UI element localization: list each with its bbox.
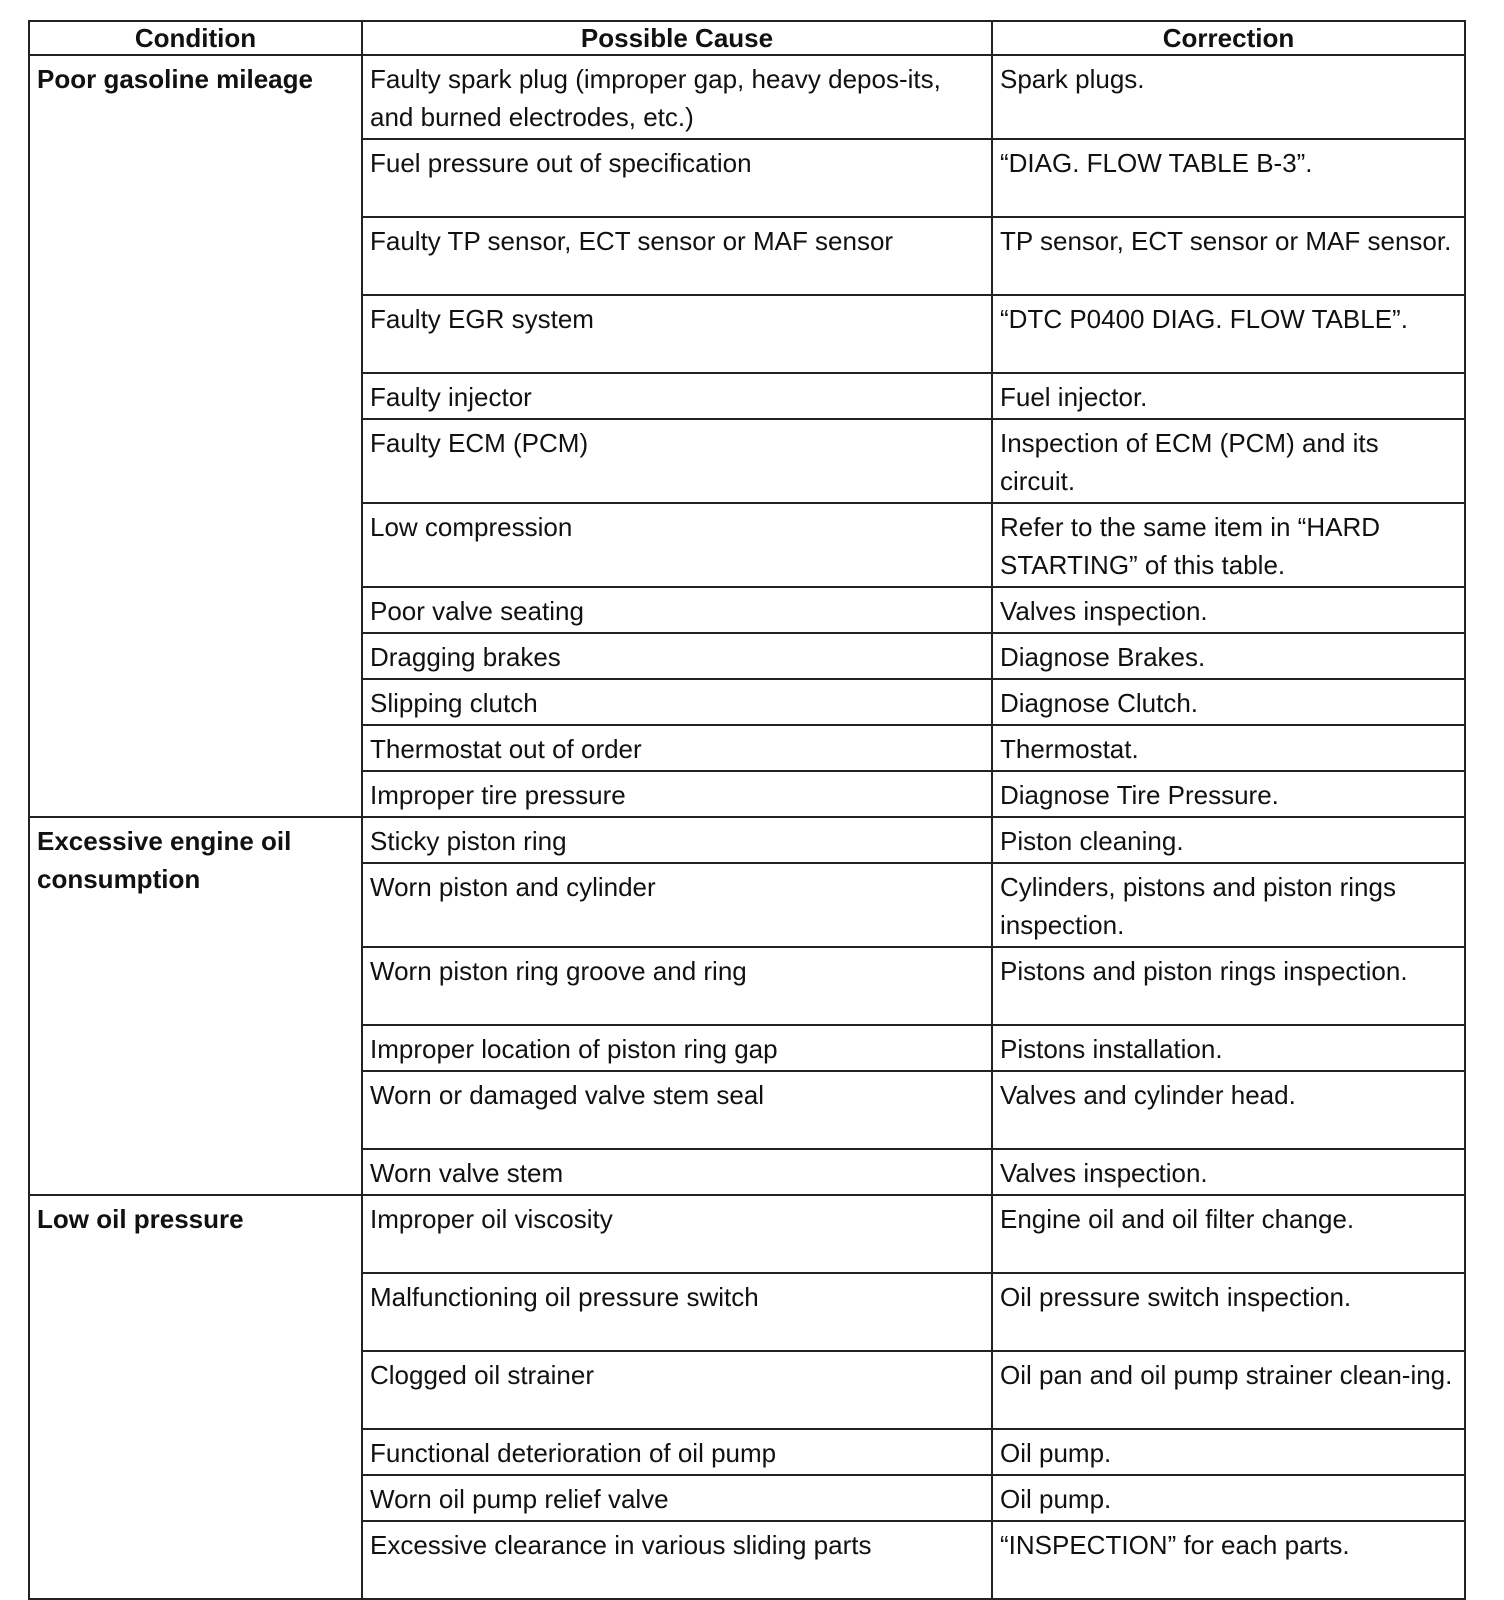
cause-cell: Worn oil pump relief valve xyxy=(362,1475,992,1521)
cause-cell: Improper oil viscosity xyxy=(362,1195,992,1273)
troubleshooting-table xyxy=(28,20,1466,1600)
correction-cell: Spark plugs. xyxy=(992,55,1465,139)
correction-cell: Fuel injector. xyxy=(992,373,1465,419)
correction-cell: “DTC P0400 DIAG. FLOW TABLE”. xyxy=(992,295,1465,373)
correction-cell: Oil pump. xyxy=(992,1475,1465,1521)
cause-cell: Worn or damaged valve stem seal xyxy=(362,1071,992,1149)
cause-cell: Worn piston and cylinder xyxy=(362,863,992,947)
correction-cell: “INSPECTION” for each parts. xyxy=(992,1521,1465,1599)
cause-cell: Worn valve stem xyxy=(362,1149,992,1195)
cause-cell: Poor valve seating xyxy=(362,587,992,633)
condition-cell: Poor gasoline mileage xyxy=(29,55,362,817)
cause-cell: Clogged oil strainer xyxy=(362,1351,992,1429)
correction-cell: Diagnose Clutch. xyxy=(992,679,1465,725)
cause-cell: Improper location of piston ring gap xyxy=(362,1025,992,1071)
cause-cell: Dragging brakes xyxy=(362,633,992,679)
correction-cell: TP sensor, ECT sensor or MAF sensor. xyxy=(992,217,1465,295)
correction-cell: “DIAG. FLOW TABLE B-3”. xyxy=(992,139,1465,217)
correction-cell: Valves and cylinder head. xyxy=(992,1071,1465,1149)
cause-cell: Low compression xyxy=(362,503,992,587)
cause-cell: Faulty ECM (PCM) xyxy=(362,419,992,503)
correction-cell: Diagnose Brakes. xyxy=(992,633,1465,679)
cause-cell: Excessive clearance in various sliding parts xyxy=(362,1521,992,1599)
cause-cell: Fuel pressure out of specification xyxy=(362,139,992,217)
cause-cell: Thermostat out of order xyxy=(362,725,992,771)
correction-cell: Oil pressure switch inspection. xyxy=(992,1273,1465,1351)
header-correction: Correction xyxy=(992,21,1465,55)
correction-cell: Valves inspection. xyxy=(992,587,1465,633)
table-row xyxy=(29,55,1465,139)
correction-cell: Piston cleaning. xyxy=(992,817,1465,863)
cause-cell: Faulty injector xyxy=(362,373,992,419)
header-row xyxy=(29,21,1465,55)
correction-cell: Oil pan and oil pump strainer clean-ing. xyxy=(992,1351,1465,1429)
cause-cell: Malfunctioning oil pressure switch xyxy=(362,1273,992,1351)
cause-cell: Slipping clutch xyxy=(362,679,992,725)
correction-cell: Pistons and piston rings inspection. xyxy=(992,947,1465,1025)
correction-cell: Engine oil and oil filter change. xyxy=(992,1195,1465,1273)
correction-cell: Inspection of ECM (PCM) and its circuit. xyxy=(992,419,1465,503)
header-possible-cause: Possible Cause xyxy=(362,21,992,55)
cause-cell: Worn piston ring groove and ring xyxy=(362,947,992,1025)
correction-cell: Pistons installation. xyxy=(992,1025,1465,1071)
header-condition: Condition xyxy=(29,21,362,55)
correction-cell: Cylinders, pistons and piston rings inspection. xyxy=(992,863,1465,947)
cause-cell: Sticky piston ring xyxy=(362,817,992,863)
cause-cell: Faulty spark plug (improper gap, heavy depos-its, and burned electrodes, etc.) xyxy=(362,55,992,139)
correction-cell: Refer to the same item in “HARD STARTING” of this table. xyxy=(992,503,1465,587)
condition-cell: Excessive engine oil consumption xyxy=(29,817,362,1195)
correction-cell: Thermostat. xyxy=(992,725,1465,771)
correction-cell: Oil pump. xyxy=(992,1429,1465,1475)
cause-cell: Faulty TP sensor, ECT sensor or MAF sensor xyxy=(362,217,992,295)
correction-cell: Valves inspection. xyxy=(992,1149,1465,1195)
cause-cell: Improper tire pressure xyxy=(362,771,992,817)
table-row xyxy=(29,817,1465,863)
condition-cell: Low oil pressure xyxy=(29,1195,362,1599)
cause-cell: Faulty EGR system xyxy=(362,295,992,373)
table-row xyxy=(29,1195,1465,1273)
cause-cell: Functional deterioration of oil pump xyxy=(362,1429,992,1475)
correction-cell: Diagnose Tire Pressure. xyxy=(992,771,1465,817)
